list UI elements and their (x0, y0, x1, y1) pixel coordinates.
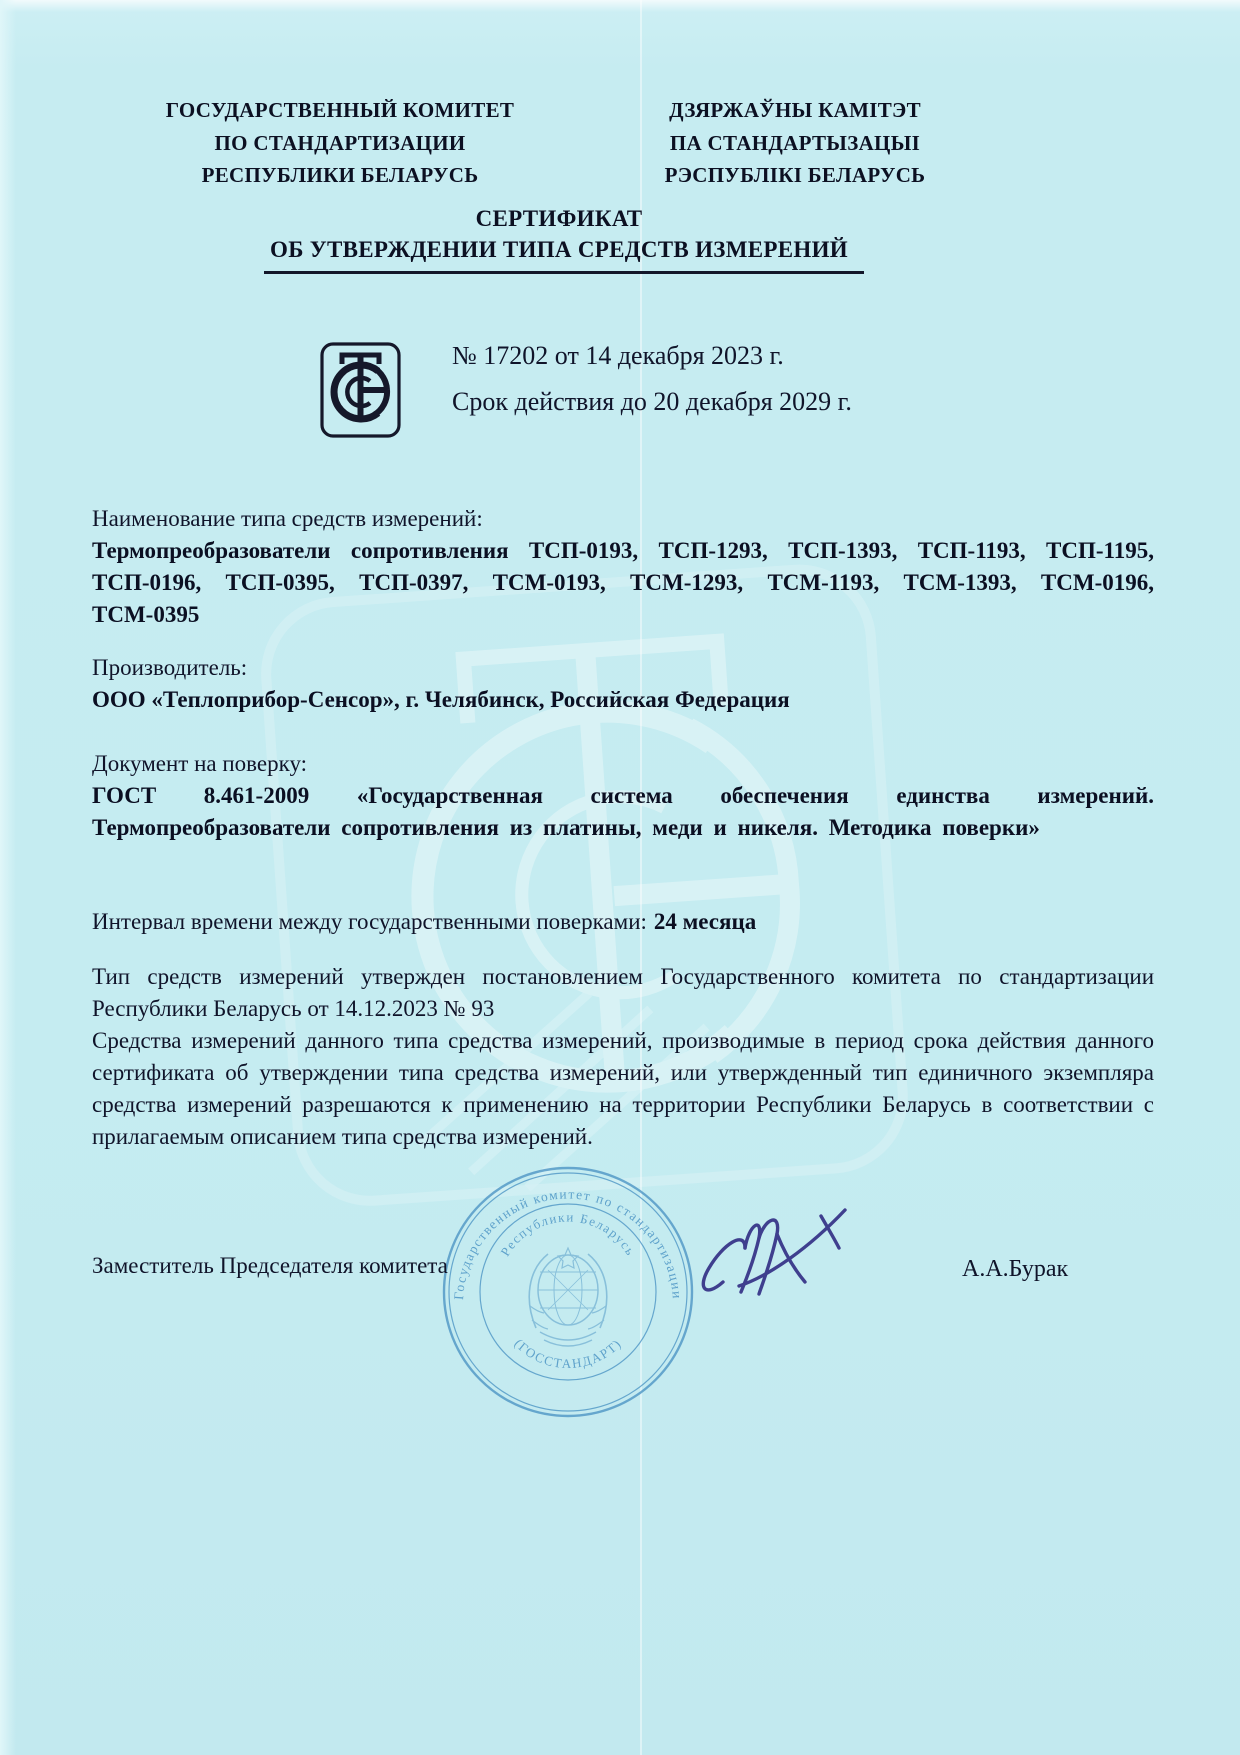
type-name-value: Термопреобразователи сопротивления ТСП-0193, ТСП-1293, ТСП-1393, ТСП-1193, ТСП-1195, ТСП-0196, ТСП-0395, ТСП-0397, ТСМ-0193, ТСМ-1293, ТСМ-1193, ТСМ-1393, ТСМ-0196, ТСМ-0395 (92, 538, 1154, 627)
manufacturer-value: ООО «Теплоприбор-Сенсор», г. Челябинск, Российская Федерация (92, 687, 790, 712)
handwritten-signature (693, 1196, 908, 1314)
type-name-label: Наименование типа средств измерений: (92, 506, 483, 531)
issuer-by-line3: РЭСПУБЛІКІ БЕЛАРУСЬ (664, 163, 926, 188)
page-title-line1: СЕРТИФИКАТ (475, 206, 643, 231)
gosstandart-stb-logo-icon (318, 340, 403, 440)
issuer-belarusian (630, 94, 960, 192)
approval-paragraph: Тип средств измерений утвержден постановлением Государственного комитета по стандартизации Республики Беларусь от 14.12.2023 № 93 (92, 964, 1154, 1021)
issuer-ru-line3: РЕСПУБЛИКИ БЕЛАРУСЬ (201, 163, 479, 188)
scan-top-edge (0, 0, 1240, 12)
certificate-validity: Срок действия до 20 декабря 2029 г. (452, 387, 852, 416)
stamp-inner-ring-text: Республики Беларусь (497, 1209, 639, 1259)
title-divider (264, 271, 864, 274)
manufacturer-label: Производитель: (92, 655, 248, 680)
terms-paragraph: Средства измерений данного типа средства измерений, производимые в период срока действия данного сертификата об утверждении типа средства измерений, или утвержденный тип единичного экземпляра средства измерений разрешаются к применению на территории Республики Беларусь в соответствии с прилагаемым описанием типа средства измерений. (92, 1028, 1154, 1149)
page-title (0, 203, 1118, 265)
stamp-bottom-ring-text: (ГОССТАНДАРТ) (511, 1335, 625, 1372)
gosstandart-round-stamp (436, 1160, 700, 1424)
issuer-by-line1: ДЗЯРЖАЎНЫ КАМІТЭТ (669, 98, 921, 122)
verification-interval-value: 24 месяца (653, 909, 757, 934)
stamp-outer-ring-text: Государственный комитет по стандартизации (451, 1186, 686, 1301)
svg-text:(ГОССТАНДАРТ) (511, 1336, 624, 1371)
issuer-ru-line2: ПО СТАНДАРТИЗАЦИИ (214, 130, 466, 155)
verification-interval-line (92, 906, 1154, 938)
verification-doc-value: ГОСТ 8.461-2009 «Государственная система обеспечения единства измерений. Термопреобразователи сопротивления из платины, меди и никеля. Методика поверки» (92, 783, 1154, 840)
verification-doc-label: Документ на поверку: (92, 751, 308, 776)
page-title-line2: ОБ УТВЕРЖДЕНИИ ТИПА СРЕДСТВ ИЗМЕРЕНИЙ (270, 237, 848, 263)
issuer-by-line2: ПА СТАНДАРТЫЗАЦЫІ (669, 130, 921, 155)
signer-position: Заместитель Председателя комитета (92, 1253, 448, 1278)
issuer-russian (150, 94, 530, 192)
certificate-number: № 17202 от 14 декабря 2023 г. (452, 341, 784, 370)
verification-interval-label: Интервал времени между государственными поверками: (92, 909, 647, 934)
issuer-ru-line1: ГОСУДАРСТВЕННЫЙ КОМИТЕТ (165, 98, 515, 122)
signer-name: А.А.Бурак (962, 1256, 1069, 1282)
body-paragraphs (92, 961, 1154, 1153)
